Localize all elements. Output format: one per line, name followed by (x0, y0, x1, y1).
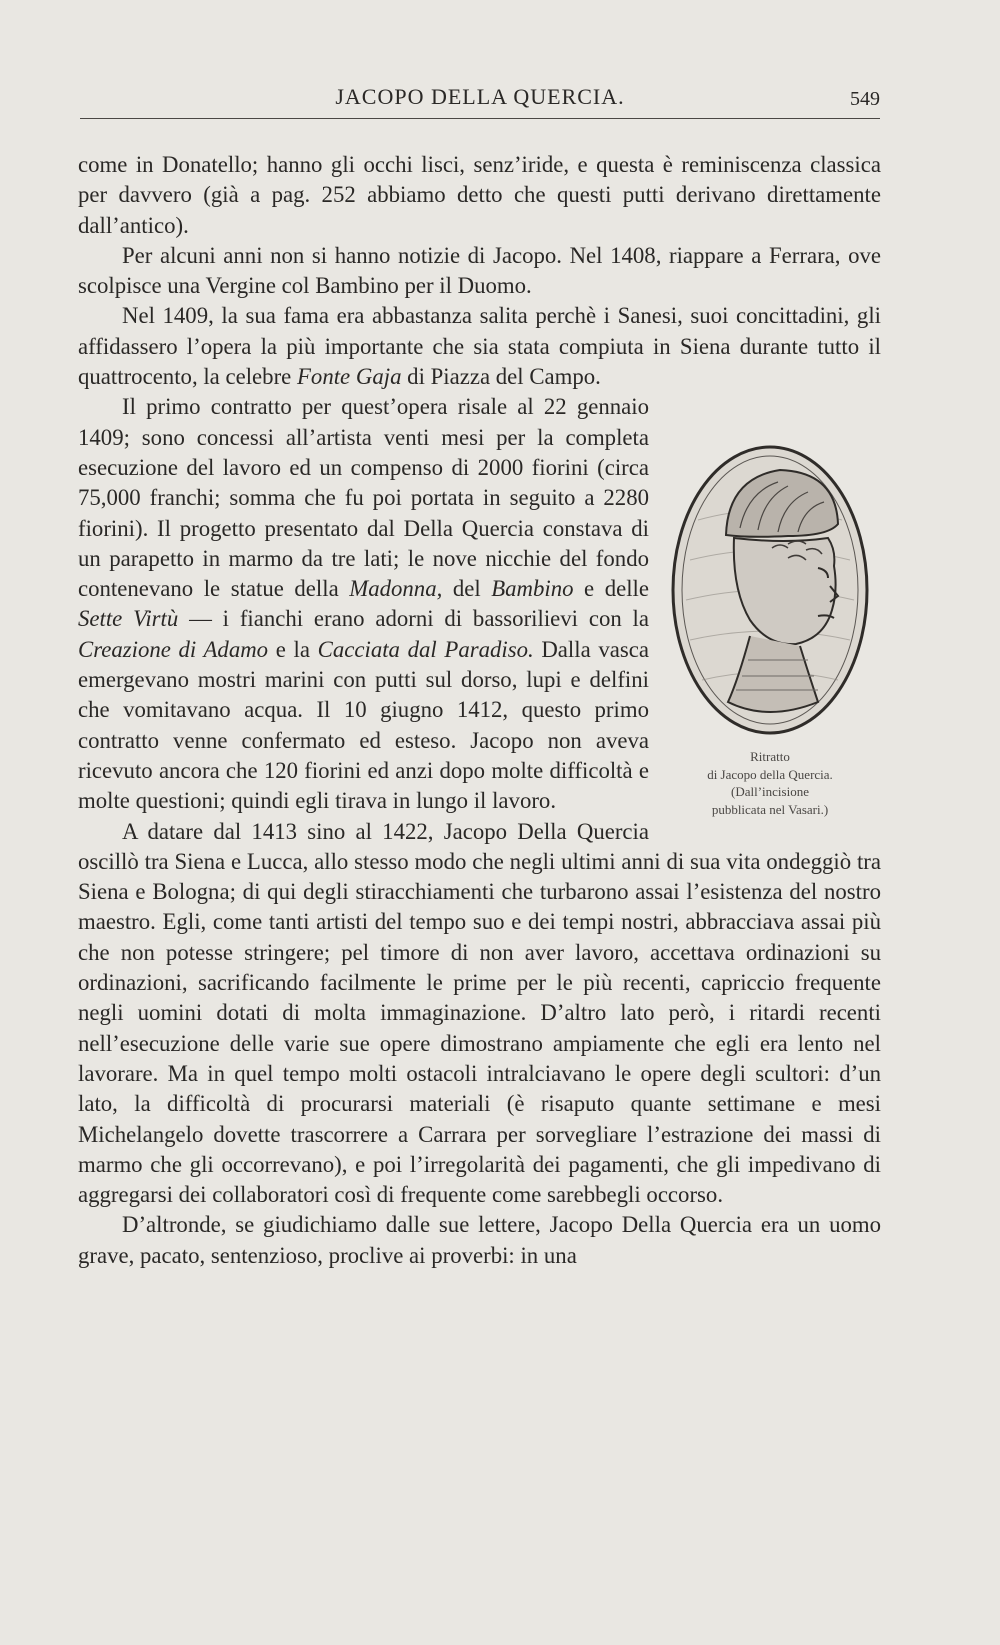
text-run: e la (268, 636, 318, 662)
italic-text: Creazione di Adamo (78, 636, 269, 662)
portrait-caption (659, 748, 881, 818)
text-run: come in Donatello; hanno gli occhi lisci, senz’iride, e questa è reminiscenza classica per davvero (già a pag. 252 abbiamo detto che questi putti derivano direttamente dall’antico). (78, 152, 881, 238)
text-run: e delle (573, 576, 649, 602)
portrait-figure (659, 402, 881, 818)
text-run: Per alcuni anni non si hanno notizie di Jacopo. Nel 1408, riappare a Ferrara, ove scolpisce una Vergine col Bambino per il Duomo. (78, 242, 881, 299)
paragraph (78, 1210, 881, 1271)
italic-text: Bambino (491, 576, 574, 602)
text-run: di Piazza del Campo. (401, 364, 601, 390)
portrait-engraving (668, 440, 872, 740)
text-run: Dalla vasca emergevano mostri marini con putti sul dorso, lupi e delfini che vomitavano acqua. Il 10 giugno 1412, questo primo contratto venne confermato ed esteso. Jacopo non aveva ricevuto ancora che 120 fiorini ed anzi dopo molte difficoltà e molte questioni; quindi egli tirava in lungo il lavoro. (78, 636, 649, 814)
text-run: A datare dal 1413 sino al 1422, Jacopo Della Quercia oscillò tra Siena e Lucca, allo stesso modo che negli ultimi anni di sua vita ondeggiò tra Siena e Bologna; di qui degli stiracchiamenti che turbarono assai l’esistenza del nostro maestro. Egli, come tanti artisti del tempo suo e dei tempi nostri, abbracciava assai più che non potesse stringere; pel timore di non aver lavoro, accettava ordinazioni su ordinazioni, sacrificando facilmente le prime per le più recenti, capriccio frequente negli uomini dotati di molta immaginazione. D’altro lato però, i ritardi recenti nell’esecuzione delle varie sue opere dimostrano ampiamente che egli era lento nel lavorare. Ma in quel tempo molti ostacoli intralciavano le opere degli scultori: d’un lato, la difficoltà di procurarsi materiali (è risaputo quante settimane e mesi Michelangelo dovette trascorrere a Carrara per sorvegliare l’estrazione dei massi di marmo che gli occorrevano), e poi l’irregolarità dei pagamenti, che gli impedivano di aggregarsi dei collaboratori così di frequente come sarebbegli occorso. (78, 818, 881, 1208)
page-header (80, 78, 880, 119)
caption-line: pubblicata nel Vasari.) (711, 801, 829, 817)
paragraph (78, 817, 881, 1211)
italic-text: Madonna, (349, 576, 443, 602)
italic-text: Cacciata dal Paradiso. (317, 636, 534, 662)
caption-line: (Dall’incisione (731, 784, 809, 800)
text-run: D’altronde, se giudichiamo dalle sue lettere, Jacopo Della Quercia era un uomo grave, pacato, sentenzioso, proclive ai proverbi: in una (78, 1212, 881, 1268)
paragraph (78, 301, 881, 392)
page-number: 549 (850, 88, 880, 110)
text-run: Il primo contratto per quest’opera risale al 22 gennaio 1409; sono concessi all’artista venti mesi per la completa esecuzione del lavoro ed un compenso di 2000 fiorini (circa 75,000 franchi; somma che fu poi portata in seguito a 2280 fiorini). Il progetto presentato dal Della Quercia constava di un parapetto in marmo da tre lati; le nove nicchie del fondo contenevano le statue della (78, 394, 649, 602)
paragraph (78, 150, 881, 241)
text-run: Nel 1409, la sua fama era abbastanza salita perchè i Sanesi, suoi concittadini, gli affidassero l’opera la più importante che sia stata compiuta in Siena durante tutto il quattrocento, la celebre (78, 303, 881, 390)
caption-line: Ritratto (750, 749, 790, 765)
paragraph (78, 241, 881, 302)
caption-line: di Jacopo della Quercia. (707, 766, 833, 782)
running-title: JACOPO DELLA QUERCIA. (335, 84, 625, 109)
italic-text: Sette Virtù (78, 606, 179, 632)
body-text (78, 150, 881, 1271)
text-run: — i fianchi erano adorni di bassorilievi con la (178, 606, 649, 632)
italic-text: Fonte Gaja (297, 364, 402, 390)
text-run: del (442, 576, 492, 602)
